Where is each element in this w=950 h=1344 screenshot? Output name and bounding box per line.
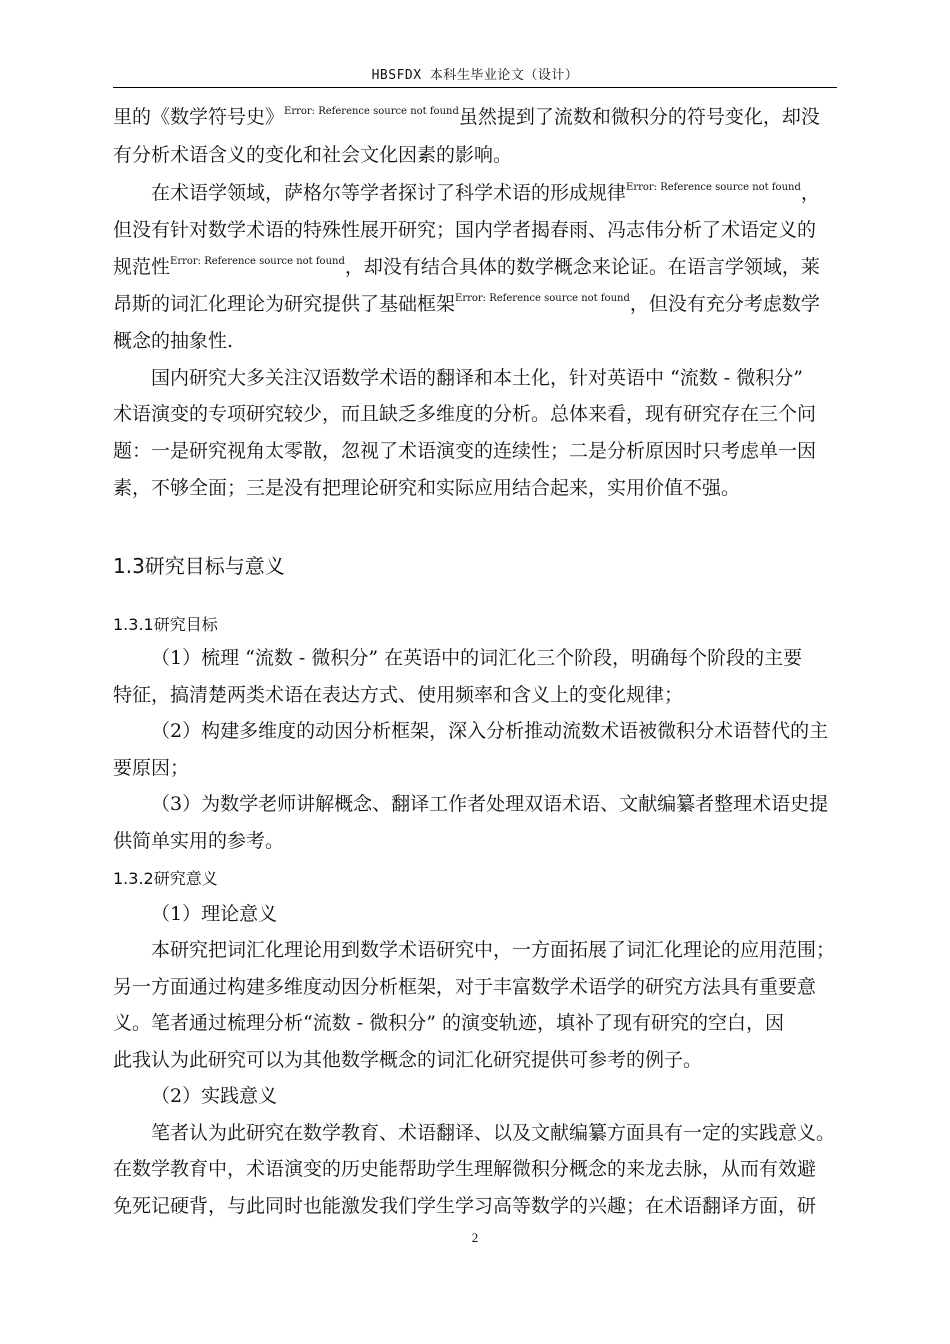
goal-line: （2）构建多维度的动因分析框架，深入分析推动流数术语被微积分术语替代的主	[151, 720, 829, 742]
paragraph-line: 笔者认为此研究在数学教育、术语翻译、以及文献编纂方面具有一定的实践意义。	[151, 1122, 836, 1144]
text-span: 里的《数学符号史》	[113, 106, 285, 128]
text-span: 昂斯的词汇化理论为研究提供了基础框架	[113, 293, 456, 315]
paragraph-line	[113, 254, 820, 280]
reference-error: Error: Reference source not found	[626, 182, 801, 193]
goal-line: 要原因；	[113, 757, 190, 779]
page-header: HBSFDX 本科生毕业论文（设计）	[371, 68, 579, 83]
practice-title: （2）实践意义	[151, 1085, 278, 1107]
paragraph-line	[151, 180, 820, 206]
paragraph-line: 但没有针对数学术语的特殊性展开研究；国内学者揭春雨、冯志伟分析了术语定义的	[113, 219, 817, 241]
paragraph-line: 另一方面通过构建多维度动因分析框架，对于丰富数学术语学的研究方法具有重要意	[113, 976, 817, 998]
paragraph-line: 义。笔者通过梳理分析“流数 - 微积分” 的演变轨迹，填补了现有研究的空白，因	[113, 1012, 784, 1034]
section-heading: 1.3研究目标与意义	[113, 554, 285, 578]
paragraph-line: 有分析术语含义的变化和社会文化因素的影响。	[113, 144, 513, 166]
text-span: ，	[800, 182, 820, 204]
text-span: 虽然提到了流数和微积分的符号变化，却没	[458, 106, 820, 128]
paragraph-line: 概念的抽象性.	[113, 330, 234, 352]
text-span: 在术语学领域，萨格尔等学者探讨了科学术语的形成规律	[151, 182, 627, 204]
paragraph-line: 免死记硬背，与此同时也能激发我们学生学习高等数学的兴趣；在术语翻译方面，研	[113, 1195, 817, 1217]
text-span: ，但没有充分考虑数学	[629, 293, 820, 315]
paragraph-line: 在数学教育中，术语演变的历史能帮助学生理解微积分概念的来龙去脉，从而有效避	[113, 1158, 817, 1180]
page-number: 2	[471, 1230, 479, 1245]
paragraph-line: 题：一是研究视角太零散，忽视了术语演变的连续性；二是分析原因时只考虑单一因	[113, 440, 817, 462]
paragraph-line: 此我认为此研究可以为其他数学概念的词汇化研究提供可参考的例子。	[113, 1049, 703, 1071]
subsection-heading: 1.3.1研究目标	[113, 615, 218, 634]
goal-line: 供简单实用的参考。	[113, 830, 285, 852]
paragraph-line	[113, 291, 820, 317]
reference-error: Error: Reference source not found	[455, 293, 630, 304]
reference-error: Error: Reference source not found	[170, 256, 345, 267]
goal-line: （1）梳理 “流数 - 微积分” 在英语中的词汇化三个阶段，明确每个阶段的主要	[151, 647, 803, 669]
paragraph-line: 国内研究大多关注汉语数学术语的翻译和本土化，针对英语中 “流数 - 微积分”	[151, 367, 803, 389]
goal-line: 特征，搞清楚两类术语在表达方式、使用频率和含义上的变化规律；	[113, 684, 684, 706]
text-span: 规范性	[113, 256, 171, 278]
paragraph-line: 素，不够全面；三是没有把理论研究和实际应用结合起来，实用价值不强。	[113, 477, 741, 499]
subsection-heading: 1.3.2研究意义	[113, 869, 218, 888]
paragraph-line: 术语演变的专项研究较少，而且缺乏多维度的分析。总体来看，现有研究存在三个问	[113, 403, 817, 425]
paragraph-line: 本研究把词汇化理论用到数学术语研究中，一方面拓展了词汇化理论的应用范围；	[151, 939, 836, 961]
reference-error: Error: Reference source not found	[284, 106, 459, 117]
theory-title: （1）理论意义	[151, 903, 278, 925]
text-span: ，却没有结合具体的数学概念来论证。在语言学领域，莱	[344, 256, 820, 278]
header-rule	[113, 87, 837, 88]
paragraph-line	[113, 104, 820, 130]
goal-line: （3）为数学老师讲解概念、翻译工作者处理双语术语、文献编纂者整理术语史提	[151, 793, 829, 815]
